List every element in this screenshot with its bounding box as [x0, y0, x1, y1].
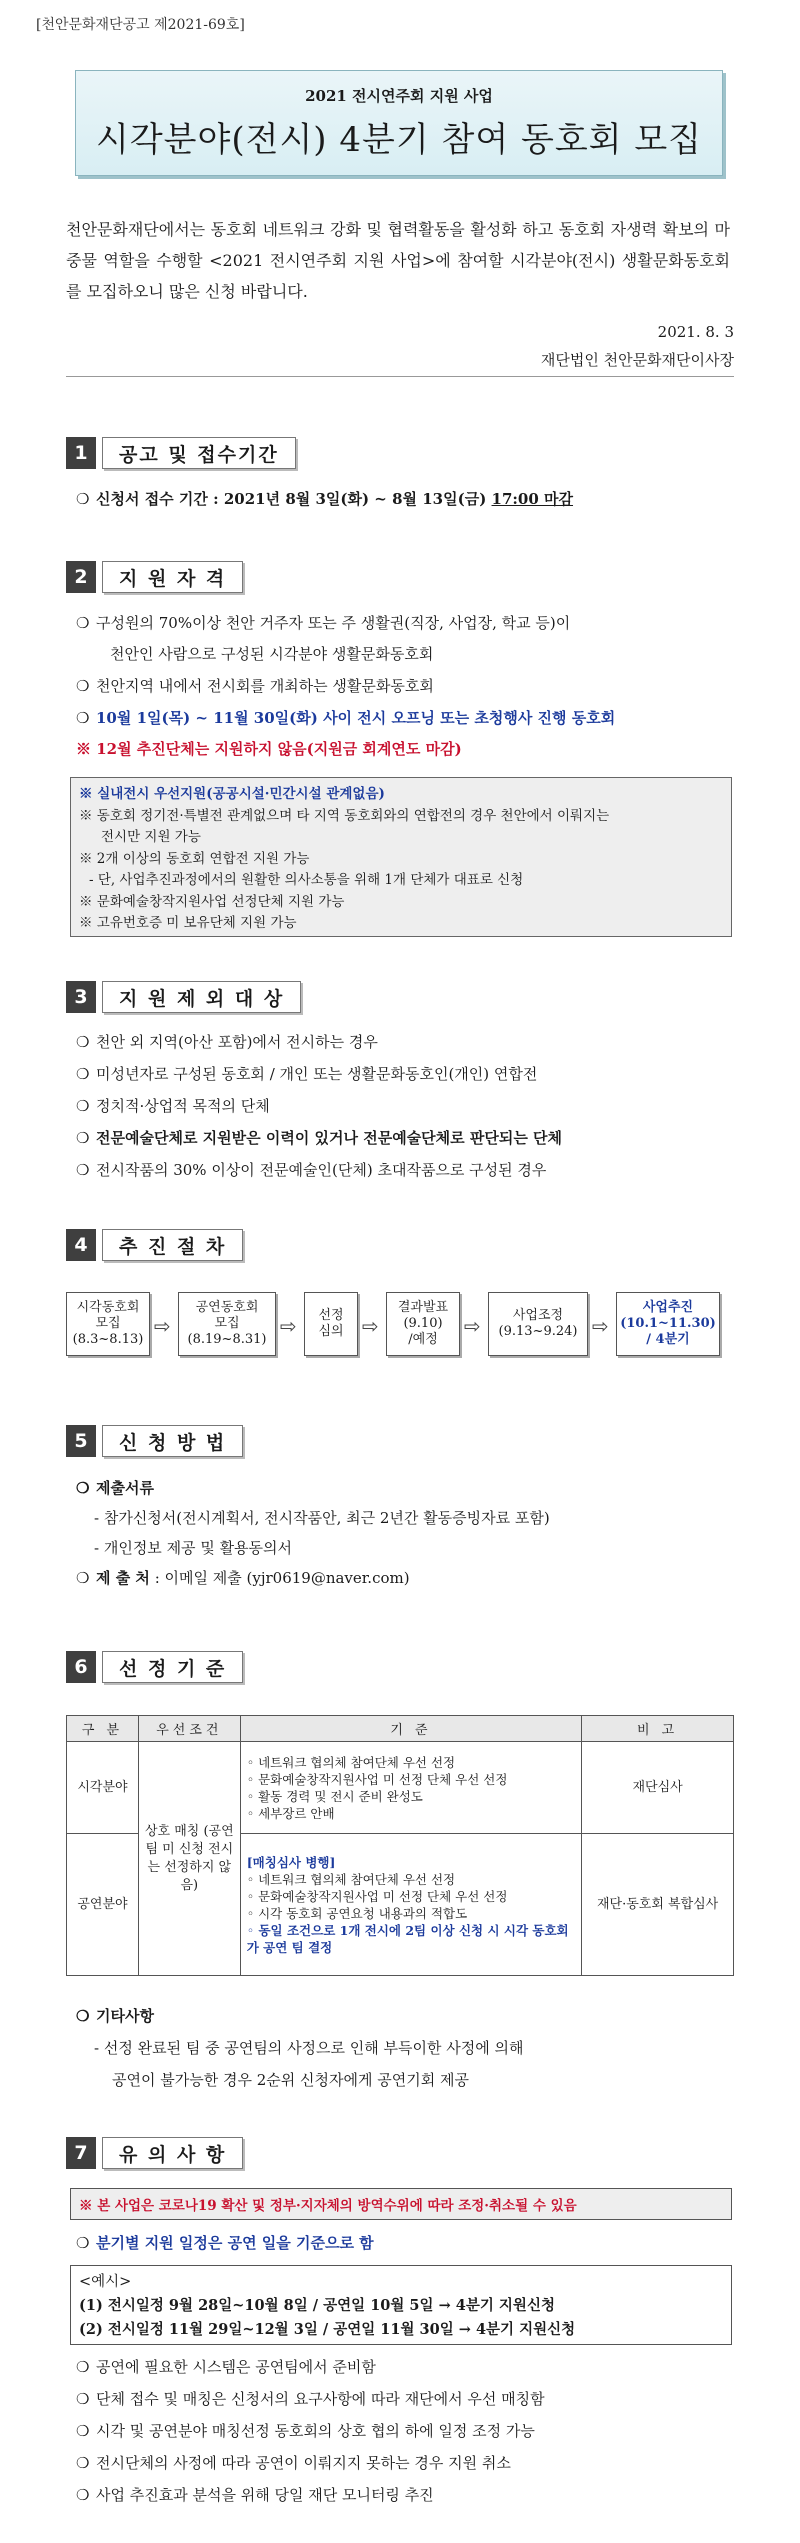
- section-title: 유 의 사 항: [102, 2137, 243, 2169]
- example-item: (2) 전시일정 11월 29일~12월 3일 / 공연일 11월 30일 → 4분기 지원신청: [79, 2321, 576, 2338]
- section-title: 추 진 절 차: [102, 1229, 243, 1261]
- section-title: 지 원 자 격: [102, 561, 243, 593]
- bullet-icon: ❍: [76, 490, 90, 508]
- application-period: ❍ 신청서 접수 기간 : 2021년 8월 3일(화) ~ 8월 13일(금) 17:00 마감: [76, 490, 574, 508]
- list-item: ❍ 정치적·상업적 목적의 단체: [76, 1097, 270, 1115]
- priority-cell: 상호 매칭 (공연팀 미 신청 전시는 선정하지 않음): [138, 1742, 240, 1976]
- notice-number: [천안문화재단공고 제2021-69호]: [36, 17, 245, 33]
- list-item: ❍ 10월 1일(목) ~ 11월 30일(화) 사이 전시 오프닝 또는 초청행사 진행 동호회: [76, 709, 616, 727]
- box-line: 전시만 지원 가능: [101, 829, 201, 845]
- list-item: ❍ 전문예술단체로 지원받은 이력이 있거나 전문예술단체로 판단되는 단체: [76, 1129, 563, 1147]
- submission-info: ❍ 제 출 처 : 이메일 제출 (yjr0619@naver.com): [76, 1569, 410, 1587]
- section-title: 지 원 제 외 대 상: [102, 981, 301, 1013]
- list-item: ❍ 전시작품의 30% 이상이 전문예술인(단체) 초대작품으로 구성된 경우: [76, 1161, 547, 1179]
- arrow-icon: ⇨: [362, 1314, 379, 1338]
- list-item: ❍ 구성원의 70%이상 천안 거주자 또는 주 생활권(직장, 사업장, 학교 등)이: [76, 614, 571, 632]
- etc-line: 공연이 불가능한 경우 2순위 신청자에게 공연기회 제공: [112, 2071, 469, 2089]
- submission-email: : 이메일 제출 (yjr0619@naver.com): [149, 1569, 410, 1587]
- section-number: 3: [66, 981, 96, 1013]
- step-box: 선정 심의: [304, 1292, 358, 1356]
- column-header: 구 분: [67, 1716, 139, 1742]
- list-item: ❍ 시각 및 공연분야 매칭선정 동호회의 상호 협의 하에 일정 조정 가능: [76, 2422, 535, 2440]
- step-box: 결과발표 (9.10) /예정: [386, 1292, 460, 1356]
- section-7-header: [66, 2137, 243, 2169]
- section-number: 1: [66, 437, 96, 469]
- etc-label: ❍ 기타사항: [76, 2007, 154, 2025]
- box-line: ※ 문화예술창작지원사업 선정단체 지원 가능: [79, 893, 345, 910]
- section-title: 선 정 기 준: [102, 1651, 243, 1683]
- box-line: ※ 2개 이상의 동호회 연합전 지원 가능: [79, 850, 310, 867]
- section-4-header: [66, 1229, 243, 1261]
- step-box-current: 사업추진 (10.1~11.30) / 4분기: [616, 1292, 720, 1356]
- arrow-icon: ⇨: [280, 1314, 297, 1338]
- criteria-cell: ◦ 네트워크 협의체 참여단체 우선 선정 ◦ 문화예술창작지원사업 미 선정 단체 우선 선정 ◦ 활동 경력 및 전시 준비 완성도 ◦ 세부장르 안배: [240, 1742, 581, 1834]
- section-6-header: [66, 1651, 243, 1683]
- table-row: [67, 1742, 734, 1834]
- section-number: 7: [66, 2137, 96, 2169]
- page-title: 시각분야(전시) 4분기 참여 동호회 모집: [95, 120, 703, 160]
- column-header: 비 고: [582, 1716, 734, 1742]
- arrow-icon: ⇨: [464, 1314, 481, 1338]
- column-header: 기 준: [240, 1716, 581, 1742]
- process-flow: [66, 1292, 746, 1362]
- section-number: 2: [66, 561, 96, 593]
- section-3-header: [66, 981, 301, 1013]
- signature: 재단법인 천안문화재단이사장: [540, 351, 734, 369]
- section-number: 6: [66, 1651, 96, 1683]
- column-header: 우선조건: [138, 1716, 240, 1742]
- example-box: [70, 2265, 732, 2345]
- list-item: ❍ 사업 추진효과 분석을 위해 당일 재단 모니터링 추진: [76, 2486, 434, 2504]
- box-line: ※ 동호회 정기전·특별전 관계없으며 타 지역 동호회와의 연합전의 경우 천안에서 이뤄지는: [79, 807, 610, 824]
- covid-warning-box: ※ 본 사업은 코로나19 확산 및 정부·지자체의 방역수위에 따라 조정·취소될 수 있음: [70, 2188, 732, 2220]
- support-conditions-box: [70, 777, 732, 937]
- list-item: ❍ 전시단체의 사정에 따라 공연이 이뤄지지 못하는 경우 지원 취소: [76, 2454, 511, 2472]
- note-cell: 재단·동호회 복합심사: [582, 1834, 734, 1976]
- section-2-header: [66, 561, 243, 593]
- document-item: - 개인정보 제공 및 활용동의서: [94, 1539, 293, 1557]
- list-item: ❍ 천안지역 내에서 전시회를 개최하는 생활문화동호회: [76, 677, 434, 695]
- etc-line: - 선정 완료된 팀 중 공연팀의 사정으로 인해 부득이한 사정에 의해: [94, 2039, 524, 2057]
- section-1-header: [66, 437, 296, 469]
- selection-criteria-table: [66, 1715, 734, 1976]
- deadline-time: 17:00 마감: [491, 490, 574, 508]
- section-number: 5: [66, 1425, 96, 1457]
- list-item: ❍ 공연에 필요한 시스템은 공연팀에서 준비함: [76, 2358, 376, 2376]
- list-item-continued: 천안인 사람으로 구성된 시각분야 생활문화동호회: [110, 645, 434, 663]
- example-item: (1) 전시일정 9월 28일~10월 8일 / 공연일 10월 5일 → 4분기 지원신청: [79, 2297, 555, 2314]
- document-item: - 참가신청서(전시계획서, 전시작품안, 최근 2년간 활동증빙자료 포함): [94, 1509, 550, 1527]
- example-label: <예시>: [79, 2274, 132, 2290]
- notice-date: 2021. 8. 3: [657, 323, 734, 341]
- documents-label: ❍ 제출서류: [76, 1479, 154, 1497]
- section-number: 4: [66, 1229, 96, 1261]
- box-line: ※ 실내전시 우선지원(공공시설·민간시설 관계없음): [79, 786, 385, 802]
- step-box: 시각동호회 모집 (8.3~8.13): [66, 1292, 150, 1356]
- december-notice: ※ 12월 추진단체는 지원하지 않음(지원금 회계연도 마감): [76, 740, 462, 758]
- divider: [66, 376, 734, 377]
- arrow-icon: ⇨: [592, 1314, 609, 1338]
- note-cell: 재단심사: [582, 1742, 734, 1834]
- section-5-header: [66, 1425, 243, 1457]
- criteria-cell: [매칭심사 병행] ◦ 네트워크 협의체 참여단체 우선 선정 ◦ 문화예술창작지원사업 미 선정 단체 우선 선정 ◦ 시각 동호회 공연요청 내용과의 적합도 ◦ 동일 조건으로 1개 전시에 2팀 이상 신청 시 시각 동호회가 공연 팀 결정: [240, 1834, 581, 1976]
- box-line: ※ 고유번호증 미 보유단체 지원 가능: [79, 915, 297, 931]
- list-item: ❍ 단체 접수 및 매칭은 신청서의 요구사항에 따라 재단에서 우선 매칭함: [76, 2390, 545, 2408]
- category-cell: 시각분야: [67, 1742, 139, 1834]
- list-item: ❍ 미성년자로 구성된 동호회 / 개인 또는 생활문화동호인(개인) 연합전: [76, 1065, 538, 1083]
- table-header-row: [67, 1716, 734, 1742]
- section-title: 공고 및 접수기간: [102, 437, 296, 469]
- intro-paragraph: 천안문화재단에서는 동호회 네트워크 강화 및 협력활동을 활성화 하고 동호회 자생력 확보의 마중물 역할을 수행할 <2021 전시연주회 지원 사업>에 참여할 시각분야(전시) 생활문화동호회를 모집하오니 많은 신청 바랍니다.: [66, 220, 730, 301]
- category-cell: 공연분야: [67, 1834, 139, 1976]
- list-item: ❍ 천안 외 지역(아산 포함)에서 전시하는 경우: [76, 1033, 378, 1051]
- step-box: 공연동호회 모집 (8.19~8.31): [178, 1292, 276, 1356]
- box-line: - 단, 사업추진과정에서의 원활한 의사소통을 위해 1개 단체가 대표로 신청: [89, 872, 524, 888]
- title-banner: [75, 70, 723, 176]
- step-box: 사업조정 (9.13~9.24): [488, 1292, 588, 1356]
- section-title: 신 청 방 법: [102, 1425, 243, 1457]
- schedule-note: ❍ 분기별 지원 일정은 공연 일을 기준으로 함: [76, 2234, 374, 2252]
- arrow-icon: ⇨: [154, 1314, 171, 1338]
- title-subtitle: 2021 전시연주회 지원 사업: [305, 87, 493, 105]
